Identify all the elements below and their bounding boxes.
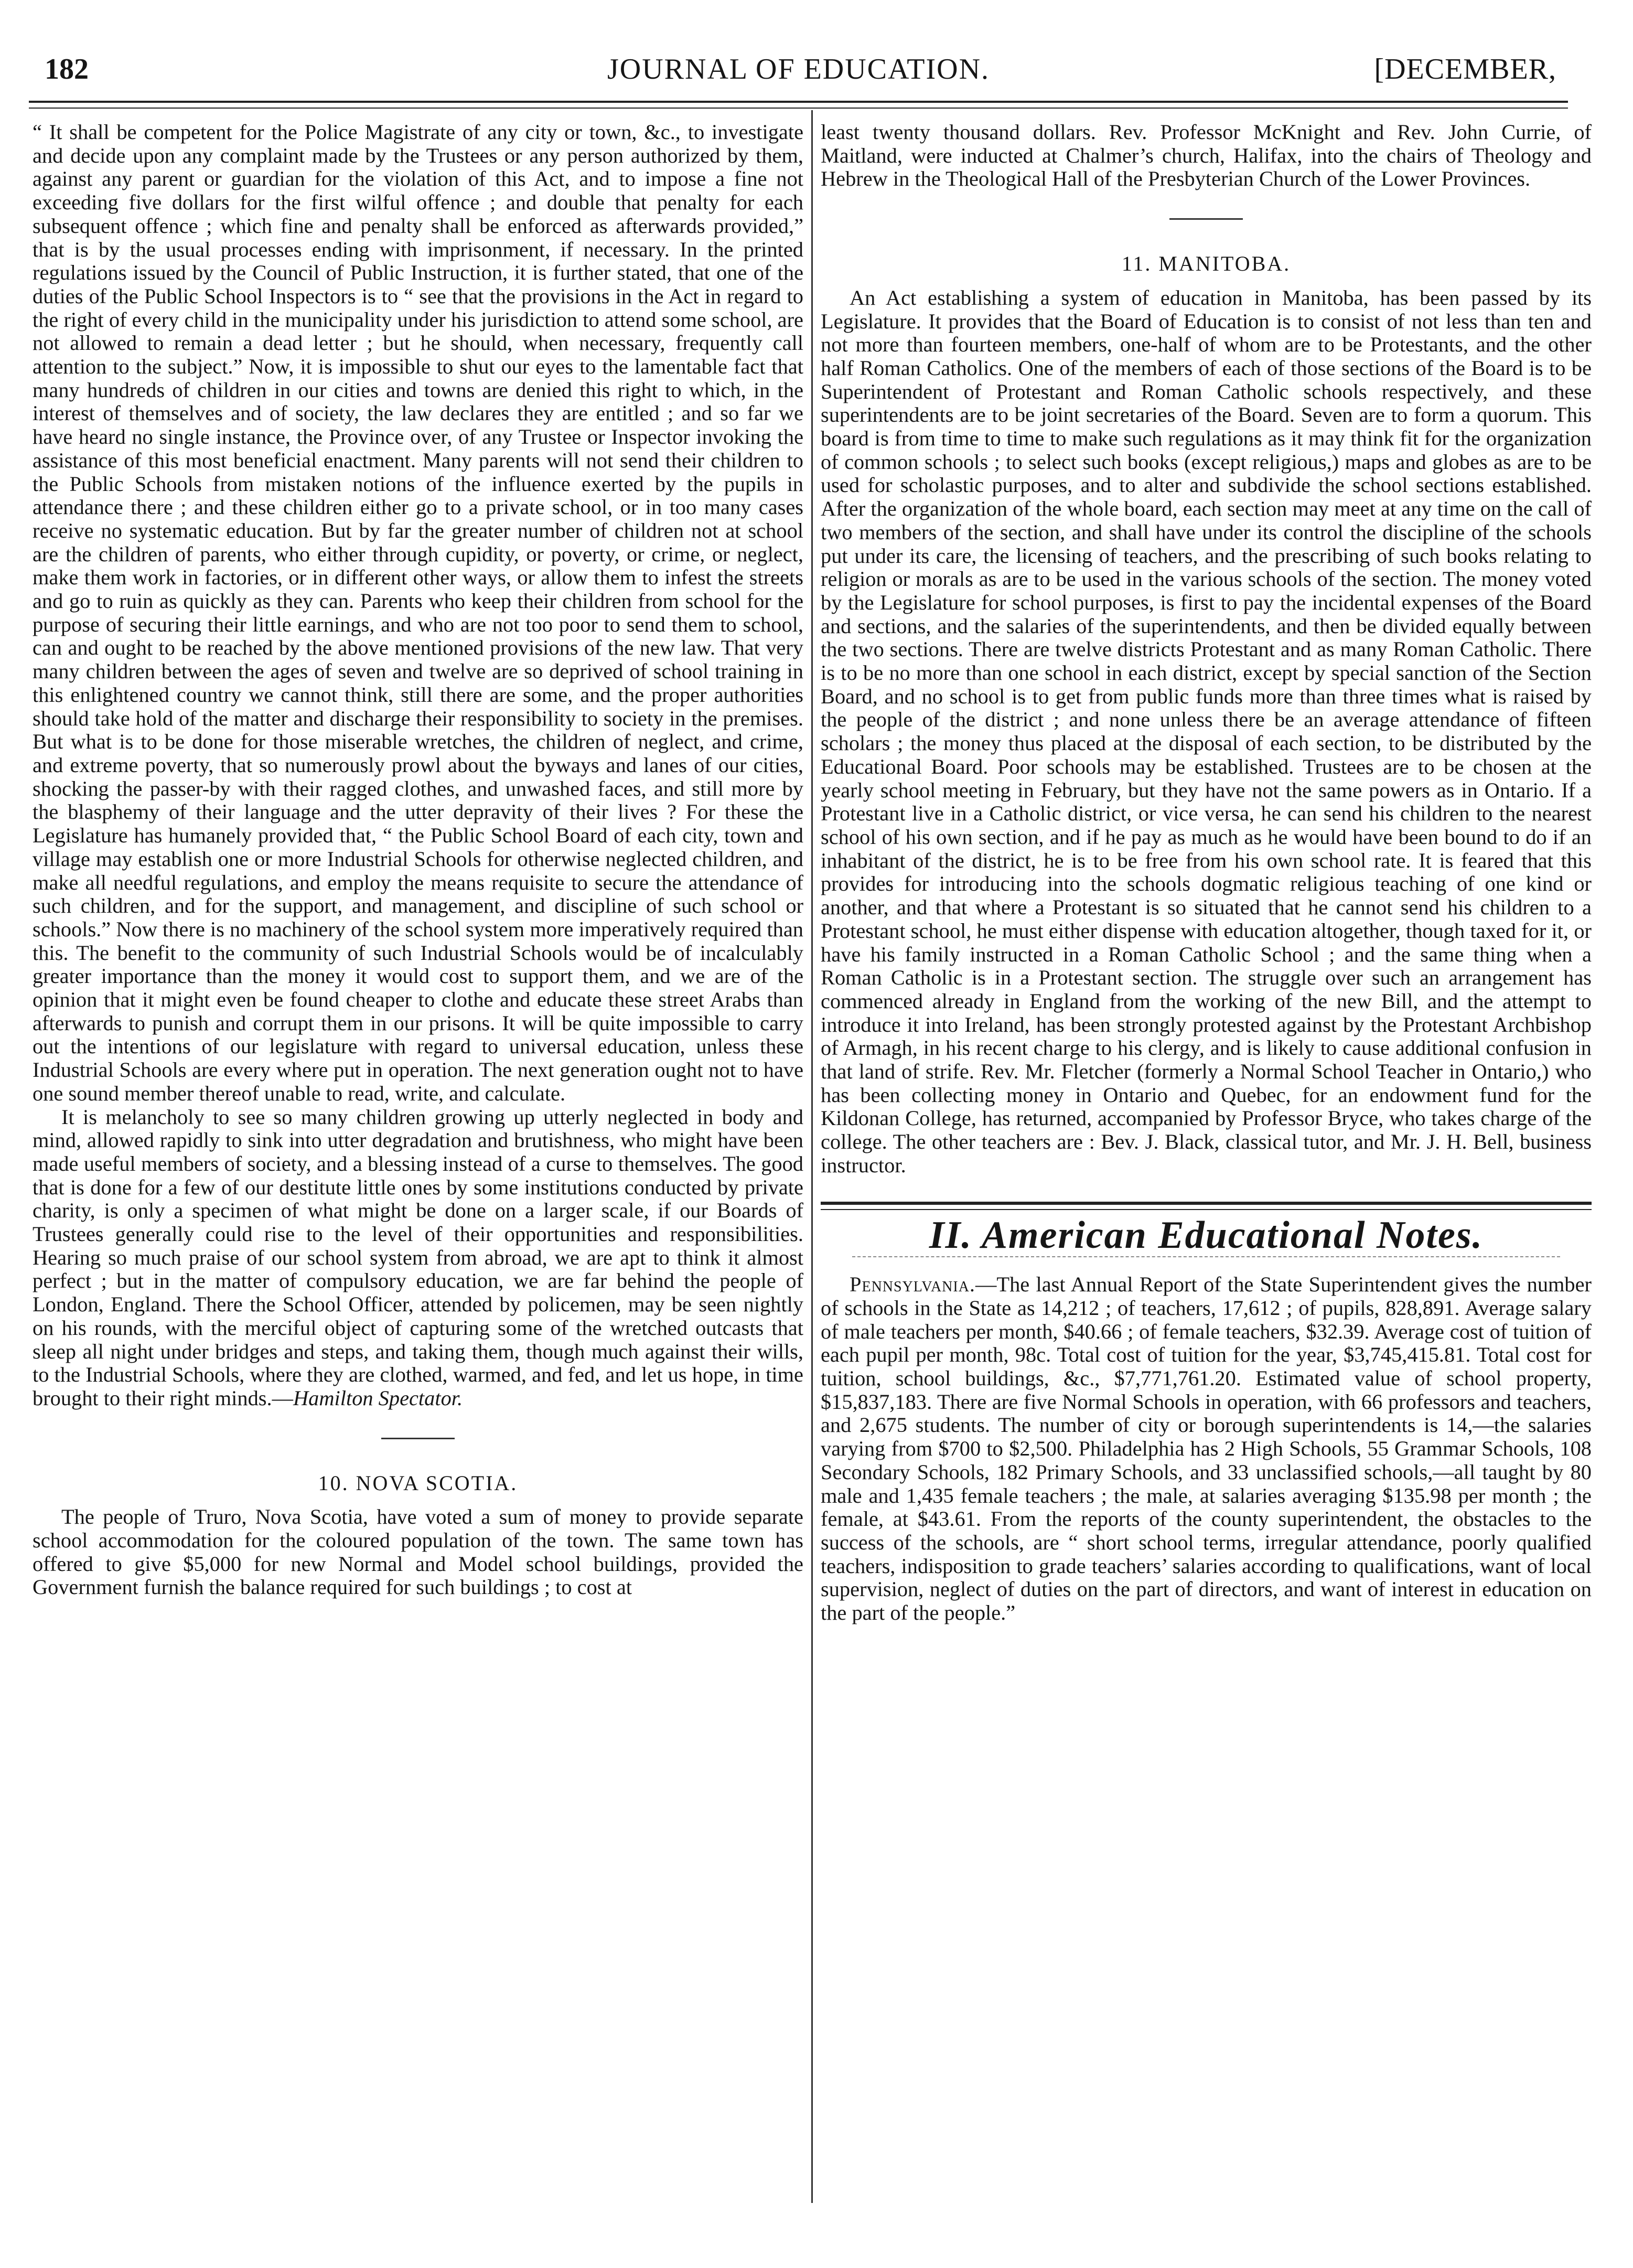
dashed-rule bbox=[852, 1256, 1560, 1257]
left-column bbox=[33, 121, 803, 1599]
article-paragraph: “ It shall be competent for the Police Magistrate of any city or town, &c., to investigate and decide upon any complaint made by the Trustees or any person authorized by them, against any parent or guardian for the violation of this Act, and to impose a fine not exceeding five dollars for the first wilful offence ; and double that penalty for each subsequent offence ; which fine and penalty shall be enforced as afterwards provided,” that is by the usual processes ending with imprisonment, if necessary. In the printed regulations issued by the Council of Public Instruction, it is further stated, that one of the duties of the Public School Inspectors is to “ see that the provisions in the Act in regard to the right of every child in the municipality under his jurisdiction to attend some school, are not allowed to remain a dead letter ; but he should, when necessary, frequently call attention to the subject.” Now, it is impossible to shut our eyes to the lamentable fact that many hundreds of children in our cities and towns are denied this right to which, in the interest of themselves and of society, the law declares they are entitled ; and so far we have heard no single instance, the Province over, of any Trustee or Inspector invoking the assistance of this most beneficial enactment. Many parents will not send their children to the Public Schools from mistaken notions of the influence exerted by the pupils in attendance there ; and these children either go to a private school, or in too many cases receive no systematic education. But by far the greater number of children not at school are the children of parents, who either through cupidity, or poverty, or crime, or neglect, make them work in factories, or in different other ways, or allow them to infest the streets and go to ruin as quickly as they can. Parents who keep their children from school for the purpose of securing their little earnings, and who are not too poor to send them to school, can and ought to be reached by the above mentioned provisions of the new law. That very many children between the ages of seven and twelve are so deprived of school training in this enlightened country we cannot think, still there are some, and the proper authorities should take hold of the matter and discharge their responsibility to society in the premises. But what is to be done for those miserable wretches, the children of neglect, and crime, and extreme poverty, that so numerously prowl about the byways and lanes of our cities, shocking the passer-by with their ragged clothes, and unwashed faces, and still more by the blasphemy of their language and the utter depravity of their lives ? For these the Legislature has humanely provided that, “ the Public School Board of each city, town and village may establish one or more Industrial Schools for otherwise neglected children, and make all needful regulations, and employ the means requisite to secure the attendance of such children, and for the support, and management, and discipline of such school or schools.” Now there is no machinery of the school system more imperatively required than this. The benefit to the community of such Industrial Schools would be of incalculably greater importance than the money it would cost to support them, and we are of the opinion that it might even be found cheaper to clothe and educate these street Arabs than afterwards to punish and corrupt them in our prisons. It will be quite impossible to carry out the intentions of our legislature with regard to universal education, unless these Industrial Schools are every where put in operation. The next generation ought not to have one sound member thereof unable to read, write, and calculate. bbox=[33, 120, 803, 1105]
right-column bbox=[821, 121, 1592, 1625]
source-citation: Hamilton Spectator. bbox=[293, 1386, 463, 1410]
american-notes-heading: II. American Educational Notes. bbox=[929, 1213, 1484, 1257]
section-heading-nova-scotia: 10. NOVA SCOTIA. bbox=[318, 1471, 518, 1495]
running-header bbox=[29, 48, 1568, 97]
double-rule bbox=[821, 1202, 1592, 1210]
header-rule-thin bbox=[29, 108, 1568, 109]
continuation-paragraph: least twenty thousand dollars. Rev. Professor McKnight and Rev. John Currie, of Maitland, were inducted at Chalmer’s church, Halifax, into the chairs of Theology and Hebrew in the Theological Hall of the Presbyterian Church of the Lower Provinces. bbox=[821, 120, 1592, 191]
section-paragraph bbox=[821, 1273, 1592, 1625]
page-number: 182 bbox=[45, 53, 89, 85]
state-lead: Pennsylvania. bbox=[850, 1272, 976, 1297]
section-paragraph: An Act establishing a system of education in Manitoba, has been passed by its Legislature. It provides that the Board of Education is to consist of not less than ten and not more than fourteen members, one-half of whom are to be Protestants, and the other half Roman Catholics. One of the members of each of those sections of the Board is to be Superintendent of Protestant and Roman Catholic schools respectively, and these superintendents are to be joint secretaries of the Board. Seven are to form a quorum. This board is from time to time to make such regulations as it may think fit for the organization of common schools ; to select such books (except religious,) maps and globes as are to be used for scholastic purposes, and to alter and subdivide the school sections established. After the organization of the whole board, each section may meet at any time on the call of two members of the section, and shall have under its control the discipline of the schools put under its care, the licensing of teachers, and the prescribing of such books relating to religion or morals as are to be used in the various schools of the section. The money voted by the Legislature for school purposes, is first to pay the incidental expenses of the Board and sections, and the salaries of the superintendents, and then be divided equally between the two sections. There are twelve districts Protestant and as many Roman Catholic. There is to be no more than one school in each district, except by special sanction of the Section Board, and no school is to get from public funds more than three times what is raised by the people of the district ; and none unless there be an average attendance of fifteen scholars ; the money thus placed at the disposal of each section, to be distributed by the Educational Board. Poor schools may be established. Trustees are to be chosen at the yearly school meeting in February, but they have not the same powers as in Ontario. If a Protestant live in a Catholic district, or vice versa, he can send his children to the nearest school of his own section, and if he pay as much as he would have been bound to do if an inhabitant of the district, he is to be free from his own school rate. It is feared that this provides for introducing into the schools dogmatic religious teaching of one kind or another, and that where a Protestant is so situated that he cannot send his children to a Protestant school, he must either dispense with education altogether, though taxed for it, or have his family instructed in a Roman Catholic School ; and the same thing when a Roman Catholic is in a Protestant section. The struggle over such an arrangement has commenced already in England from the working of the new Bill, and the attempt to introduce it into Ireland, has been strongly protested against by the Protestant Archbishop of Armagh, in his recent charge to his clergy, and is likely to cause additional confusion in that land of strife. Rev. Mr. Fletcher (formerly a Normal School Teacher in Ontario,) who has been collecting money in Ontario and Quebec, for an endowment fund for the Kildonan College, has returned, accompanied by Professor Bryce, who takes charge of the college. The other teachers are : Bev. J. Black, classical tutor, and Mr. J. H. Bell, business instructor. bbox=[821, 285, 1592, 1177]
header-rule bbox=[29, 101, 1568, 103]
column-divider bbox=[811, 110, 813, 2203]
section-heading-manitoba: 11. MANITOBA. bbox=[1121, 252, 1291, 276]
article-paragraph bbox=[33, 1106, 803, 1410]
journal-title: JOURNAL OF EDUCATION. bbox=[607, 53, 990, 85]
section-paragraph: The people of Truro, Nova Scotia, have voted a sum of money to provide separate school accommodation for the coloured population of the town. The same town has offered to give $5,000 for new Normal and Model school buildings, provided the Government furnish the balance required for such buildings ; to cost at bbox=[33, 1505, 803, 1599]
section-rule bbox=[381, 1438, 455, 1439]
section-rule bbox=[1169, 218, 1243, 220]
pennsylvania-text: —The last Annual Report of the State Superintendent gives the number of schools in the State as 14,212 ; of teachers, 17,612 ; of pupils, 828,891. Average salary of male teachers per month, $40.66 ; of female teachers, $32.39. Average cost of tuition of each pupil per month, 98c. Total cost of tuition for the year, $3,745,415.81. Total cost for tuition, school buildings, &c., $7,771,761.20. Estimated value of school property, $15,837,183. There are five Normal Schools in operation, with 66 professors and teachers, and 2,675 students. The number of city or borough superintendents is 14,—the salaries varying from $700 to $2,500. Philadelphia has 2 High Schools, 55 Grammar Schools, 108 Secondary Schools, 182 Primary Schools, and 33 unclassified schools,—all taught by 80 male and 1,435 female teachers ; the male, at salaries averaging $135.98 per month ; the female, at $43.61. From the reports of the county superintendent, the obstacles to the success of the schools, are “ short school terms, irregular attendance, poorly qualified teachers, indisposition to grade teachers’ salaries according to qualifications, want of local supervision, neglect of duties on the part of directors, and want of interest in education on the part of the people.” bbox=[821, 1272, 1592, 1625]
article-text: It is melancholy to see so many children growing up utterly neglected in body and mind, allowed rapidly to sink into utter degradation and brutishness, who might have been made useful members of society, and a blessing instead of a curse to themselves. The good that is done for a few of our destitute little ones by some institutions conducted by private charity, is only a specimen of what might be done on a larger scale, if our Boards of Trustees generally could rise to the level of their opportunities and responsibilities. Hearing so much praise of our school system from abroad, we are apt to think it almost perfect ; but in the matter of compulsory education, we are far behind the people of London, England. There the School Officer, attended by policemen, may be seen nightly on his rounds, with the merciful object of capturing some of the wretched outcasts that sleep all night under bridges and steps, and taking them, though much against their wills, to the Industrial Schools, where they are clothed, warmed, and fed, and let us hope, in time brought to their right minds.— bbox=[33, 1105, 803, 1410]
month-label: [DECEMBER, bbox=[1374, 53, 1556, 85]
